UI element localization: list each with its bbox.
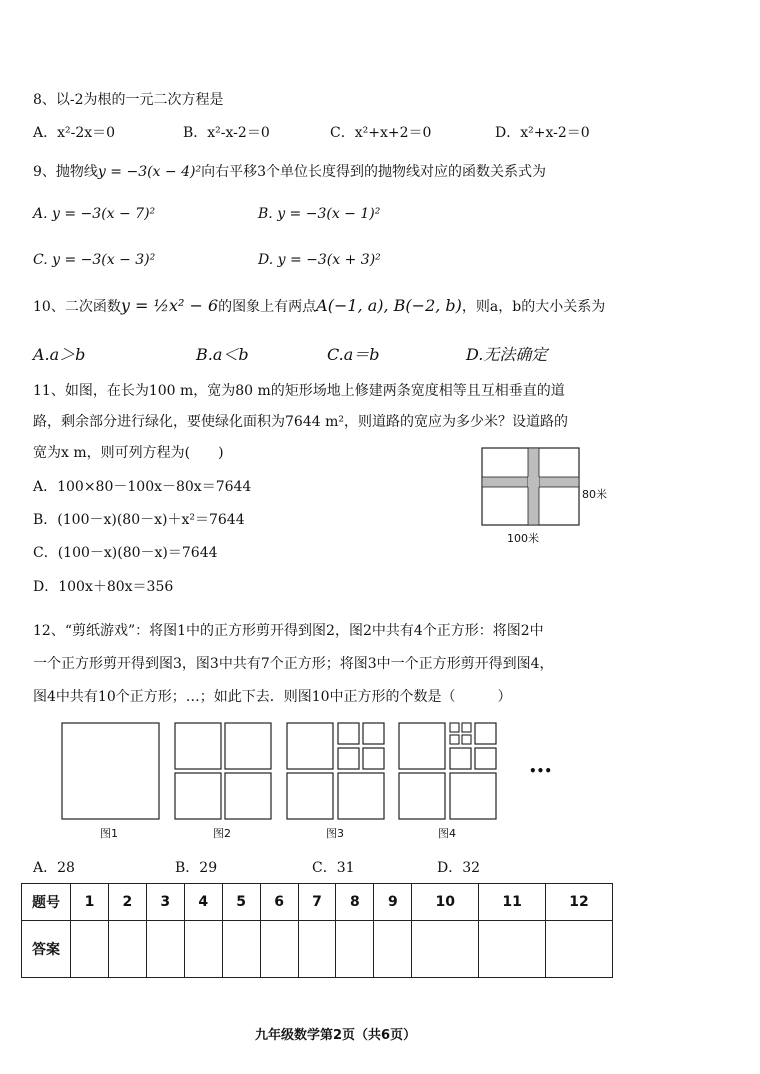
q11-line-1: 11、如图，在长为100 m，宽为80 m的矩形场地上修建两条宽度相等且互相垂直的道 bbox=[33, 383, 565, 399]
q11-option-a: A．100×80－100x－80x＝7644 bbox=[33, 479, 252, 495]
fig1-square bbox=[62, 723, 159, 819]
q9-stem-prefix: 9、抛物线 bbox=[33, 164, 98, 180]
q8-option-d: D．x²+x-2＝0 bbox=[495, 125, 590, 141]
fig3-square bbox=[287, 773, 333, 819]
fig4-square bbox=[450, 735, 459, 744]
q12-ellipsis: ••• bbox=[529, 764, 553, 778]
fig3-square bbox=[287, 723, 333, 769]
answer-table-number: 6 bbox=[260, 884, 298, 921]
answer-table-number: 12 bbox=[546, 884, 613, 921]
answer-cell[interactable] bbox=[260, 921, 298, 978]
q12-figure-label-2: 图2 bbox=[213, 827, 231, 840]
q10-option-b: B.a＜b bbox=[196, 345, 249, 364]
page-footer: 九年级数学第2页（共6页） bbox=[255, 1028, 417, 1043]
answer-table-answer-label: 答案 bbox=[22, 921, 71, 978]
answer-cell[interactable] bbox=[184, 921, 222, 978]
q12-figures bbox=[55, 715, 555, 825]
answer-cell[interactable] bbox=[71, 921, 109, 978]
q8-option-b: B．x²-x-2＝0 bbox=[183, 125, 270, 141]
q11-option-b: B．(100－x)(80－x)＋x²＝7644 bbox=[33, 512, 245, 528]
q11-option-c: C．(100－x)(80－x)＝7644 bbox=[33, 545, 218, 561]
fig4-square bbox=[462, 723, 471, 732]
q8-stem: 8、以-2为根的一元二次方程是 bbox=[33, 92, 224, 108]
answer-cell[interactable] bbox=[336, 921, 374, 978]
fig2-square bbox=[175, 773, 221, 819]
fig4-square bbox=[475, 723, 496, 744]
answer-table-number: 11 bbox=[479, 884, 546, 921]
q12-option-a: A．28 bbox=[33, 860, 75, 876]
answer-table bbox=[21, 883, 613, 978]
fig4-square bbox=[450, 748, 471, 769]
q8-option-a: A．x²-2x＝0 bbox=[33, 125, 116, 141]
q9-option-a: A. y = −3(x − 7)² bbox=[33, 206, 156, 222]
q10-option-d: D.无法确定 bbox=[466, 345, 548, 364]
fig3-square bbox=[338, 723, 359, 744]
answer-table-number: 7 bbox=[298, 884, 336, 921]
answer-table-number: 8 bbox=[336, 884, 374, 921]
answer-table-number: 2 bbox=[108, 884, 146, 921]
answer-table-number: 5 bbox=[222, 884, 260, 921]
answer-cell[interactable] bbox=[146, 921, 184, 978]
fig4-square bbox=[462, 735, 471, 744]
fig2-square bbox=[225, 773, 271, 819]
answer-cell[interactable] bbox=[479, 921, 546, 978]
fig2-square bbox=[175, 723, 221, 769]
q12-line-2: 一个正方形剪开得到图3，图3中共有7个正方形；将图3中一个正方形剪开得到图4， bbox=[33, 656, 554, 672]
answer-cell[interactable] bbox=[108, 921, 146, 978]
answer-table-header-row bbox=[22, 884, 613, 921]
q10-stem bbox=[33, 296, 605, 316]
q9-option-c: C. y = −3(x − 3)² bbox=[33, 252, 156, 268]
q11-option-d: D．100x＋80x＝356 bbox=[33, 579, 174, 595]
answer-table-number: 4 bbox=[184, 884, 222, 921]
q12-line-3: 图4中共有10个正方形；…；如此下去．则图10中正方形的个数是（ ） bbox=[33, 689, 512, 705]
answer-cell[interactable] bbox=[546, 921, 613, 978]
q11-field-figure bbox=[480, 445, 630, 545]
fig3-square bbox=[338, 748, 359, 769]
q9-stem bbox=[33, 161, 546, 181]
answer-cell[interactable] bbox=[374, 921, 412, 978]
fig4-square bbox=[450, 723, 459, 732]
q12-option-d: D．32 bbox=[437, 860, 481, 876]
q10-option-a: A.a＞b bbox=[33, 345, 86, 364]
q11-width-label: 80米 bbox=[582, 488, 607, 501]
q12-figure-label-4: 图4 bbox=[438, 827, 456, 840]
fig4-square bbox=[475, 748, 496, 769]
answer-table-number: 10 bbox=[412, 884, 479, 921]
q11-line-2: 路，剩余部分进行绿化，要使绿化面积为7644 m²，则道路的宽应为多少米？设道路的 bbox=[33, 414, 568, 430]
q11-line-3: 宽为x m，则可列方程为( ) bbox=[33, 445, 224, 461]
answer-cell[interactable] bbox=[222, 921, 260, 978]
q10-stem-formula: y = ½x² − 6 bbox=[120, 296, 219, 315]
fig3-square bbox=[363, 723, 384, 744]
answer-table-number: 9 bbox=[374, 884, 412, 921]
q10-option-c: C.a＝b bbox=[327, 345, 380, 364]
q9-option-b: B. y = −3(x − 1)² bbox=[258, 206, 381, 222]
fig2-square bbox=[225, 723, 271, 769]
q9-stem-suffix: 向右平移3个单位长度得到的抛物线对应的函数关系式为 bbox=[201, 164, 546, 180]
fig4-square bbox=[399, 723, 445, 769]
q10-stem-suffix: ，则a，b的大小关系为 bbox=[461, 299, 606, 315]
q10-stem-middle: 的图象上有两点 bbox=[218, 299, 317, 315]
answer-cell[interactable] bbox=[412, 921, 479, 978]
q12-line-1: 12、“剪纸游戏”：将图1中的正方形剪开得到图2，图2中共有4个正方形：将图2中 bbox=[33, 623, 544, 639]
q9-option-d: D. y = −3(x + 3)² bbox=[258, 252, 381, 268]
answer-cell[interactable] bbox=[298, 921, 336, 978]
q12-figure-label-1: 图1 bbox=[100, 827, 118, 840]
answer-table-number: 3 bbox=[146, 884, 184, 921]
q12-figure-label-3: 图3 bbox=[326, 827, 344, 840]
q8-option-c: C．x²+x+2＝0 bbox=[330, 125, 432, 141]
q12-option-c: C．31 bbox=[312, 860, 355, 876]
q9-stem-formula: y = −3(x − 4)² bbox=[97, 164, 202, 180]
q10-stem-points: A(−1, a), B(−2, b) bbox=[316, 296, 462, 315]
q12-option-b: B．29 bbox=[175, 860, 218, 876]
answer-table-number: 1 bbox=[71, 884, 109, 921]
fig4-square bbox=[450, 773, 496, 819]
fig3-square bbox=[363, 748, 384, 769]
answer-table-answer-row bbox=[22, 921, 613, 978]
answer-table-header-label: 题号 bbox=[22, 884, 71, 921]
fig3-square bbox=[338, 773, 384, 819]
q10-stem-prefix: 10、二次函数 bbox=[33, 299, 121, 315]
fig4-square bbox=[399, 773, 445, 819]
q11-length-label: 100米 bbox=[507, 532, 539, 545]
